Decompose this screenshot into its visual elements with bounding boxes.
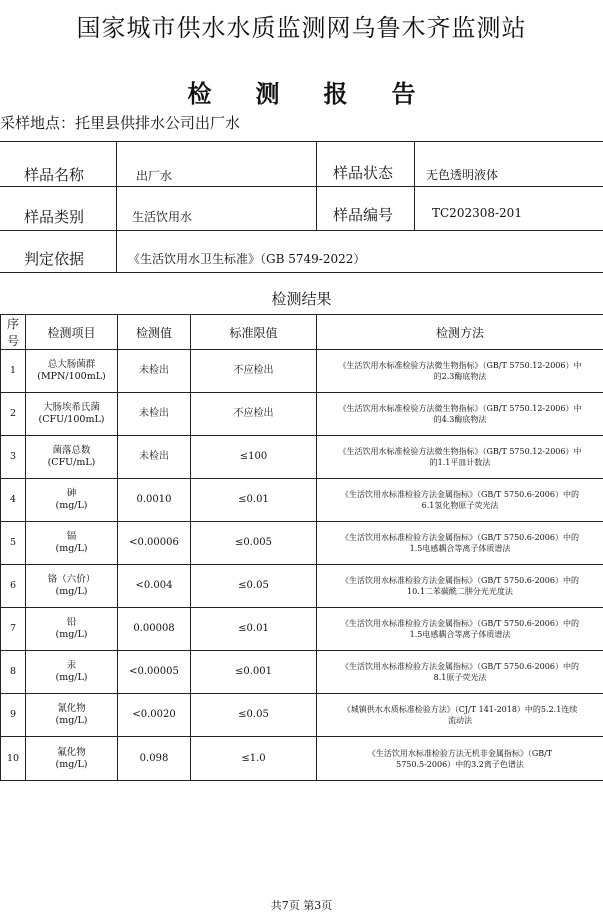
row-no: 2 xyxy=(1,393,26,436)
row-value: <0.00005 xyxy=(118,651,191,694)
item-unit: (mg/L) xyxy=(55,715,88,726)
row-limit: ≤1.0 xyxy=(191,737,317,781)
method-line-2: 6.1氢化物原子荧光法 xyxy=(421,501,499,510)
row-value: 未检出 xyxy=(118,436,191,479)
row-no: 7 xyxy=(1,608,26,651)
info-row-2 xyxy=(0,186,603,231)
method-line-2: 10.1二苯碳酰二肼分光光度法 xyxy=(407,587,513,596)
row-value: 0.00008 xyxy=(118,608,191,651)
table-row xyxy=(1,522,603,565)
results-table xyxy=(0,314,603,781)
row-value: <0.004 xyxy=(118,565,191,608)
item-unit: (CFU/mL) xyxy=(47,457,96,468)
row-no: 5 xyxy=(1,522,26,565)
method-line-1: 《生活饮用水标准检验方法金属指标》（GB/T 5750.6-2006）中的 xyxy=(341,619,579,628)
item-unit: (CFU/100mL) xyxy=(38,414,105,425)
col-header-method: 检测方法 xyxy=(317,315,603,350)
method-line-1: 《生活饮用水标准检验方法微生物指标》（GB/T 5750.12-2006）中 xyxy=(338,447,582,456)
row-value: 0.0010 xyxy=(118,479,191,522)
sampling-location: 采样地点：托里县供排水公司出厂水 xyxy=(0,114,241,132)
row-method xyxy=(317,393,603,436)
table-row xyxy=(1,393,603,436)
row-limit: ≤0.005 xyxy=(191,522,317,565)
sample-name-value: 出厂水 xyxy=(136,169,173,183)
method-line-1: 《生活饮用水标准检验方法微生物指标》（GB/T 5750.12-2006）中 xyxy=(338,361,582,370)
item-unit: (mg/L) xyxy=(55,629,88,640)
table-row xyxy=(1,350,603,393)
row-method xyxy=(317,651,603,694)
item-name: 大肠埃希氏菌 xyxy=(42,402,100,413)
row-value: 未检出 xyxy=(118,350,191,393)
method-line-1: 《生活饮用水标准检验方法金属指标》（GB/T 5750.6-2006）中的 xyxy=(341,576,579,585)
info-divider xyxy=(316,142,317,230)
row-item xyxy=(26,651,118,694)
row-limit: ≤100 xyxy=(191,436,317,479)
basis-label: 判定依据 xyxy=(24,250,85,268)
method-line-2: 的1.1平皿计数法 xyxy=(429,458,491,467)
item-name: 镉 xyxy=(66,531,77,542)
item-unit: (mg/L) xyxy=(55,758,88,770)
item-unit: (mg/L) xyxy=(55,586,88,597)
row-item xyxy=(26,565,118,608)
method-line-2: 8.1原子荧光法 xyxy=(433,673,487,682)
row-value: <0.0020 xyxy=(118,694,191,737)
method-line-1: 《生活饮用水标准检验方法金属指标》（GB/T 5750.6-2006）中的 xyxy=(341,490,579,499)
table-row xyxy=(1,479,603,522)
row-limit: 不应检出 xyxy=(191,350,317,393)
row-item xyxy=(26,608,118,651)
row-no: 10 xyxy=(1,737,26,781)
table-header-row xyxy=(1,315,603,350)
item-name: 砷 xyxy=(66,488,77,499)
organization-title: 国家城市供水水质监测网乌鲁木齐监测站 xyxy=(76,14,527,42)
row-item xyxy=(26,694,118,737)
row-method xyxy=(317,522,603,565)
row-item xyxy=(26,350,118,393)
item-unit: (MPN/100mL) xyxy=(37,371,106,382)
sample-type-label: 样品类别 xyxy=(24,208,85,226)
row-no: 9 xyxy=(1,694,26,737)
row-limit: ≤0.05 xyxy=(191,694,317,737)
row-no: 8 xyxy=(1,651,26,694)
results-caption: 检测结果 xyxy=(271,290,332,308)
col-header-limit: 标准限值 xyxy=(191,315,317,350)
method-line-1: 《生活饮用水标准检验方法金属指标》（GB/T 5750.6-2006）中的 xyxy=(341,533,579,542)
row-limit: ≤0.05 xyxy=(191,565,317,608)
row-method xyxy=(317,608,603,651)
row-no: 3 xyxy=(1,436,26,479)
sample-state-value: 无色透明液体 xyxy=(426,168,499,182)
item-unit: (mg/L) xyxy=(55,672,88,683)
method-line-2: 5750.5-2006）中的3.2离子色谱法 xyxy=(396,759,524,769)
row-method xyxy=(317,737,603,781)
info-row-3 xyxy=(0,230,603,273)
item-name: 氰化物 xyxy=(57,703,86,714)
item-name: 菌落总数 xyxy=(52,445,91,456)
item-name: 汞 xyxy=(66,660,77,671)
row-no: 1 xyxy=(1,350,26,393)
row-value: 0.098 xyxy=(118,737,191,781)
page-footer: 共7页 第3页 xyxy=(270,899,333,912)
row-method xyxy=(317,436,603,479)
sample-name-label: 样品名称 xyxy=(24,166,85,184)
col-header-no: 序号 xyxy=(1,315,26,350)
table-row xyxy=(1,737,603,781)
col-header-value: 检测值 xyxy=(118,315,191,350)
row-limit: 不应检出 xyxy=(191,393,317,436)
method-line-1: 《城镇供水水质标准检验方法》（CJ/T 141-2018）中的5.2.1连续 xyxy=(342,705,578,714)
method-line-2: 1.5电感耦合等离子体质谱法 xyxy=(409,544,511,553)
row-method xyxy=(317,565,603,608)
info-divider xyxy=(414,142,415,230)
table-row xyxy=(1,565,603,608)
row-item xyxy=(26,393,118,436)
method-line-1: 《生活饮用水标准检验方法微生物指标》（GB/T 5750.12-2006）中 xyxy=(338,404,582,413)
table-row xyxy=(1,651,603,694)
row-limit: ≤0.01 xyxy=(191,479,317,522)
row-value: <0.00006 xyxy=(118,522,191,565)
row-limit: ≤0.001 xyxy=(191,651,317,694)
row-value: 未检出 xyxy=(118,393,191,436)
item-name: 氟化物 xyxy=(57,746,86,758)
sample-state-label: 样品状态 xyxy=(333,164,394,182)
row-item xyxy=(26,737,118,781)
table-row xyxy=(1,694,603,737)
item-name: 总大肠菌群 xyxy=(47,359,96,370)
col-header-item: 检测项目 xyxy=(26,315,118,350)
report-title: 检测报告 xyxy=(187,80,460,108)
item-name: 铅 xyxy=(66,617,77,628)
row-no: 6 xyxy=(1,565,26,608)
item-unit: (mg/L) xyxy=(55,543,88,554)
method-line-1: 《生活饮用水标准检验方法无机非金属指标》（GB/T xyxy=(367,748,553,758)
item-name: 铬（六价） xyxy=(47,574,96,585)
row-method xyxy=(317,694,603,737)
method-line-2: 的4.3酶底物法 xyxy=(433,415,487,424)
item-unit: (mg/L) xyxy=(55,500,88,511)
basis-value: 《生活饮用水卫生标准》（GB 5749-2022） xyxy=(128,252,366,266)
sample-no-label: 样品编号 xyxy=(333,206,394,224)
info-divider xyxy=(116,142,117,272)
row-no: 4 xyxy=(1,479,26,522)
sample-type-value: 生活饮用水 xyxy=(132,210,193,224)
row-item xyxy=(26,522,118,565)
sample-no-value: TC202308-201 xyxy=(432,206,522,220)
method-line-1: 《生活饮用水标准检验方法金属指标》（GB/T 5750.6-2006）中的 xyxy=(341,662,579,671)
method-line-2: 1.5电感耦合等离子体质谱法 xyxy=(409,630,511,639)
row-limit: ≤0.01 xyxy=(191,608,317,651)
row-item xyxy=(26,479,118,522)
table-row xyxy=(1,608,603,651)
sample-info-block xyxy=(0,141,603,272)
method-line-2: 的2.3酶底物法 xyxy=(433,372,487,381)
info-row-1 xyxy=(0,142,603,187)
row-method xyxy=(317,479,603,522)
row-method xyxy=(317,350,603,393)
results-body xyxy=(1,350,603,781)
row-item xyxy=(26,436,118,479)
method-line-2: 流动法 xyxy=(448,716,472,725)
table-row xyxy=(1,436,603,479)
